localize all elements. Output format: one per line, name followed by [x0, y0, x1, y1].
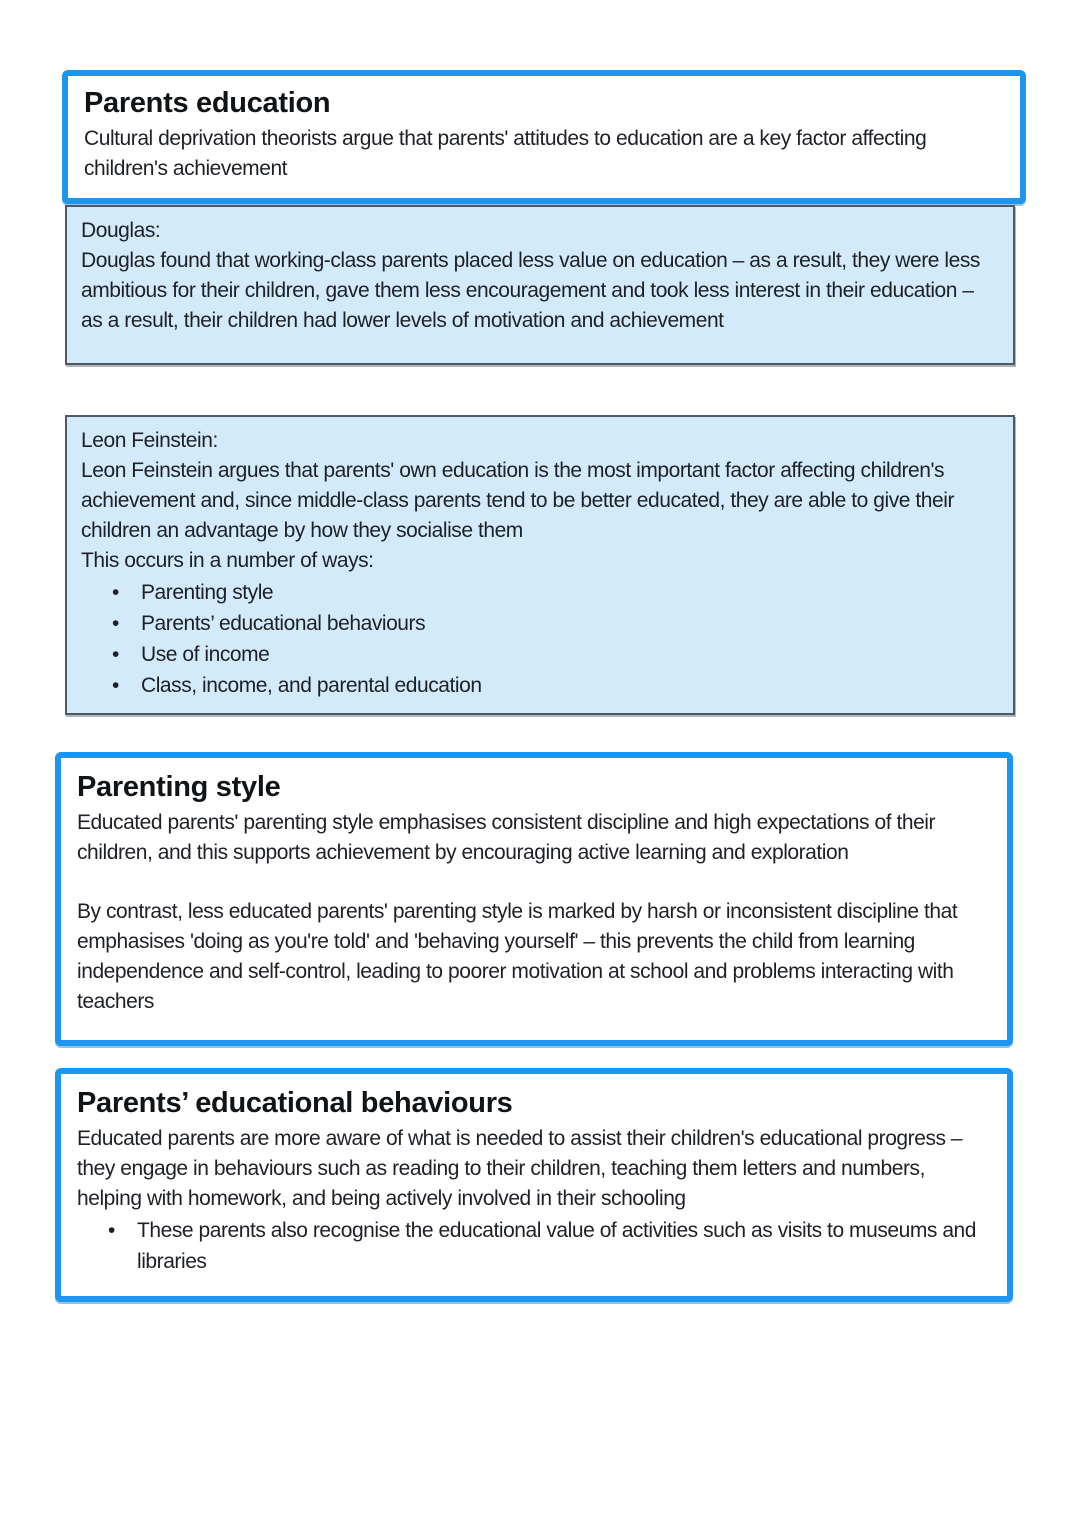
- card-title: Parents’ educational behaviours: [77, 1087, 513, 1119]
- bullet-list: [77, 1215, 991, 1277]
- card-paragraph: Cultural deprivation theorists argue that parents' attitudes to education are a key factor affecting children's achievement: [84, 127, 927, 180]
- parenting-style-card: [55, 752, 1013, 1046]
- card-paragraph: By contrast, less educated parents' parenting style is marked by harsh or inconsistent discipline that emphasises 'doing as you're told' and 'behaving yourself' – this prevents the child from learning independence and self-control, leading to poorer motivation at school and problems interacting with teachers: [77, 900, 958, 1013]
- card-title: Parents education: [84, 87, 331, 119]
- note-paragraph: Leon Feinstein argues that parents' own education is the most important factor affecting children's achievement and, since middle-class parents tend to be better educated, they are able to give their children an advantage by how they socialise them: [81, 459, 955, 542]
- douglas-note: [65, 205, 1015, 365]
- card-paragraph: Educated parents are more aware of what is needed to assist their children's educational progress – they engage in behaviours such as reading to their children, teaching them letters and numbers, helping with homework, and being actively involved in their schooling: [77, 1127, 963, 1210]
- card-paragraph: Educated parents' parenting style emphasises consistent discipline and high expectations of their children, and this supports achievement by encouraging active learning and exploration: [77, 811, 936, 864]
- bullet-list: [81, 577, 999, 701]
- bullet-item: • Class, income, and parental education: [141, 670, 999, 701]
- note-label: Douglas:: [81, 219, 161, 242]
- note-label: Leon Feinstein:: [81, 429, 218, 452]
- bullet-item: • Use of income: [141, 639, 999, 670]
- educational-behaviours-card: [55, 1068, 1013, 1302]
- bullet-item: • These parents also recognise the educational value of activities such as visits to museums and libraries: [137, 1215, 991, 1277]
- feinstein-note: [65, 415, 1015, 715]
- parents-education-card: [62, 70, 1026, 204]
- note-paragraph: This occurs in a number of ways:: [81, 549, 374, 572]
- bullet-item: • Parents’ educational behaviours: [141, 608, 999, 639]
- note-paragraph: Douglas found that working-class parents placed less value on education – as a result, they were less ambitious for their children, gave them less encouragement and took less interest in their education – as a result, their children had lower levels of motivation and achievement: [81, 249, 980, 332]
- bullet-item: • Parenting style: [141, 577, 999, 608]
- card-title: Parenting style: [77, 771, 281, 803]
